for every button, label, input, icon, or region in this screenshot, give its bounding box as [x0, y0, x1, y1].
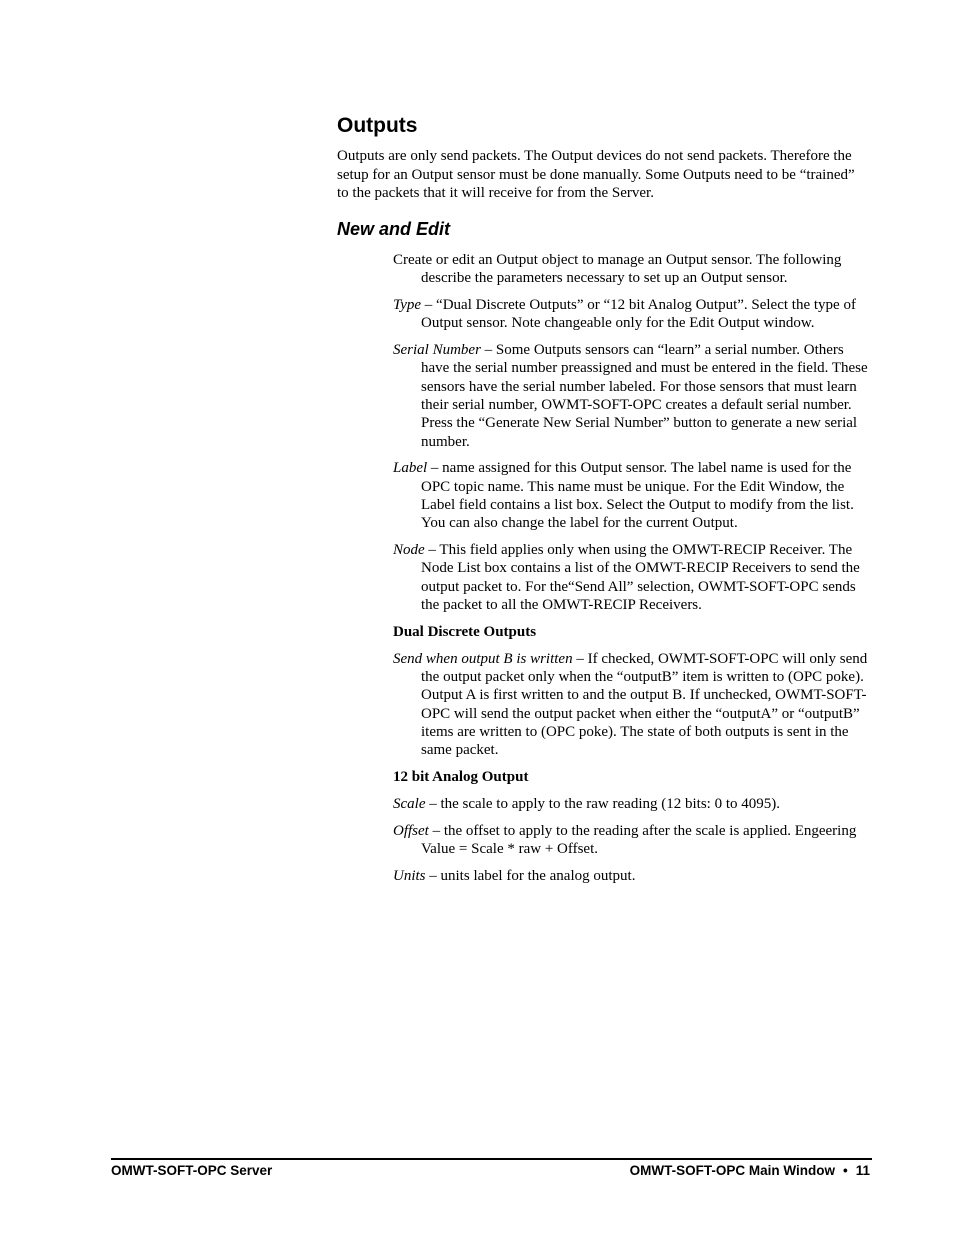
analog-output-heading: 12 bit Analog Output [393, 768, 529, 785]
param-node [393, 541, 873, 614]
subsection-intro: Create or edit an Output object to manage an Output sensor. The following describe the parameters necessary to set up an Output sensor. [393, 252, 842, 287]
param-send-when-b [393, 650, 873, 760]
param-term: Units [393, 867, 426, 884]
section-title: Outputs [337, 114, 418, 137]
subsection-title: New and Edit [337, 219, 451, 239]
parameter-list [393, 251, 873, 893]
param-term: Offset [393, 822, 429, 839]
param-units [393, 867, 873, 885]
footer-chapter [630, 1162, 870, 1179]
param-text: – Some Outputs sensors can “learn” a serial number. Others have the serial number preassigned and must be entered in the field. These sensors have the serial number labeled. For those sensors that must learn their serial number, OWMT-SOFT-OPC creates a default serial number. Press the “Generate New Serial Number” button to generate a new serial number. [421, 342, 868, 450]
param-term: Serial Number [393, 342, 481, 359]
dual-discrete-heading: Dual Discrete Outputs [393, 623, 537, 640]
param-label [393, 459, 873, 532]
param-text: – name assigned for this Output sensor. The label name is used for the OPC topic name. This name must be unique. For the Edit Window, the Label field contains a list box. Select the Output to modify from the list. You can also change the label for the current Output. [421, 460, 854, 532]
footer-document-title: OMWT-SOFT-OPC Server [111, 1163, 273, 1178]
footer-bullet: • [842, 1163, 848, 1178]
param-term: Type [393, 297, 422, 314]
param-term: Scale [393, 795, 426, 812]
param-term: Send when output B is written [393, 650, 573, 667]
param-term: Label [393, 460, 428, 477]
param-term: Node [393, 542, 425, 559]
param-text: – the offset to apply to the reading after the scale is applied. Engeering Value = Scale * raw + Offset. [421, 822, 857, 857]
param-text: – If checked, OWMT-SOFT-OPC will only send the output packet only when the “outputB” item is written to (OPC poke). Output A is first written to and the output B. If unchecked, OWMT-SOFT-OPC will send the output packet when either the “outputA” or “outputB” items are written to (OPC poke). The state of both outputs is sent in the same packet. [421, 650, 868, 759]
param-text: – units label for the analog output. [425, 867, 636, 884]
param-text: – This field applies only when using the OMWT-RECIP Receiver. The Node List box contains a list of the OMWT-RECIP Receivers to send the output packet to. For the“Send All” selection, OWMT-SOFT-OPC sends the packet to all the OMWT-RECIP Receivers. [421, 542, 860, 614]
param-text: – “Dual Discrete Outputs” or “12 bit Analog Output”. Select the type of Output sensor. Note changeable only for the Edit Output window. [421, 297, 856, 332]
param-text: – the scale to apply to the raw reading (12 bits: 0 to 4095). [425, 795, 780, 812]
page-number: 11 [855, 1163, 870, 1178]
param-scale [393, 795, 873, 813]
footer-chapter-title: OMWT-SOFT-OPC Main Window [629, 1163, 835, 1178]
footer-divider [111, 1158, 872, 1160]
param-offset [393, 822, 873, 859]
param-serial-number [393, 341, 873, 451]
param-type [393, 296, 873, 333]
section-intro: Outputs are only send packets. The Output devices do not send packets. Therefore the setup for an Output sensor must be done manually. Some Outputs need to be “trained” to the packets that it will receive for from the Server. [337, 148, 855, 201]
